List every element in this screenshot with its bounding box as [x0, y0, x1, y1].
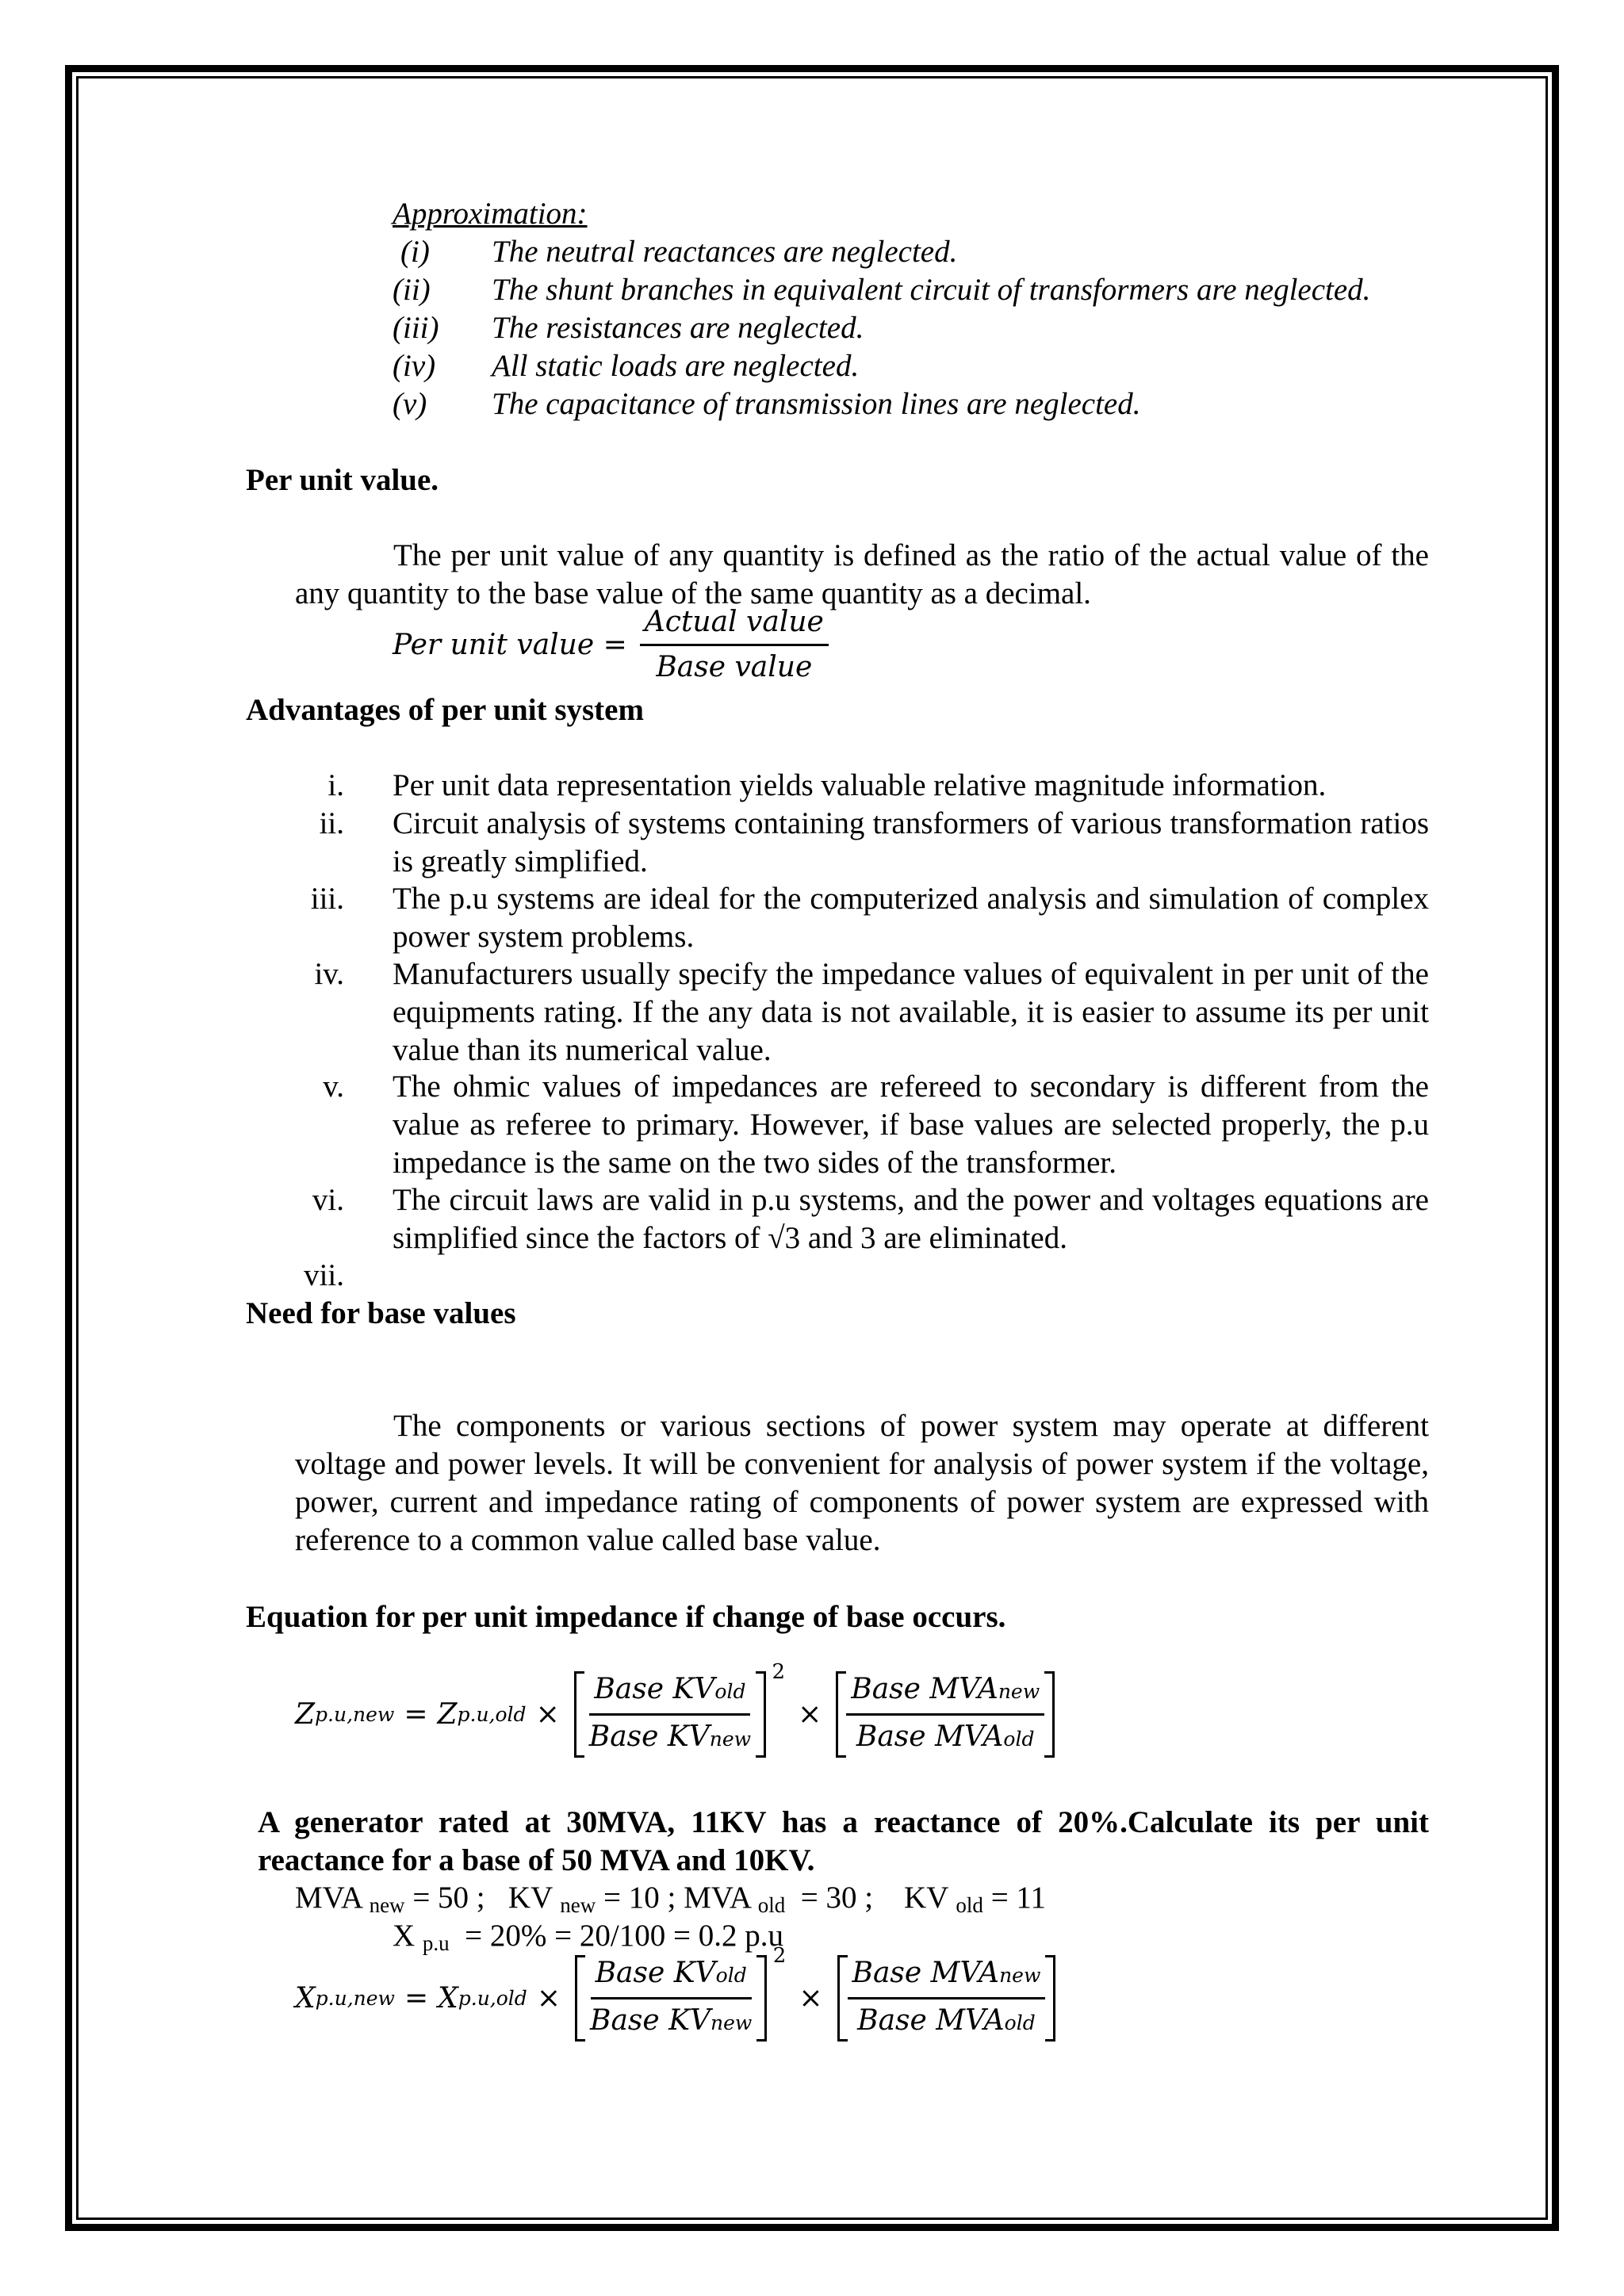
cob-rhs: Z: [437, 1698, 458, 1731]
ex-rhs-sub: p.u,old: [458, 1987, 527, 2010]
adv-text-6: The circuit laws are valid in p.u systems, and the power and voltages equations are simplified since the factors of √3 and 3 are eliminated.: [393, 1183, 1429, 1255]
adv-num-2: ii.: [319, 806, 344, 840]
per-unit-numerator: Actual value: [640, 604, 829, 646]
given-kv-old-value: = 11: [990, 1881, 1046, 1915]
given-mva-new-value: = 50 ;: [412, 1881, 485, 1915]
cob-times-2: ×: [798, 1698, 822, 1731]
ex-lhs: X: [295, 1982, 316, 2015]
xpu-label: X: [393, 1919, 416, 1953]
example-problem: A generator rated at 30MVA, 11KV has a reactance of 20%.Calculate its per unit reactance for a base of 50 MVA and 10KV.: [258, 1805, 1429, 1877]
ex-kv-den-sub: new: [710, 2011, 753, 2034]
cob-mva-bracket: [836, 1671, 1055, 1758]
adv-text-2: Circuit analysis of systems containing transformers of various transformation ratios is greatly simplified.: [393, 806, 1429, 878]
adv-text-3: The p.u systems are ideal for the computerized analysis and simulation of complex power system problems.: [393, 882, 1429, 954]
approx-num-5: (v): [393, 387, 427, 421]
ex-mva-den: Base MVA: [857, 2004, 1005, 2037]
example-xpu-line: [393, 1917, 783, 1955]
given-mva-old-sub: old: [757, 1893, 786, 1917]
adv-num-5: v.: [323, 1070, 344, 1104]
base-values-paragraph: The components or various sections of power system may operate at different voltage and power levels. It will be convenient for analysis of power system if the voltage, power, current and impedance rating of components of power system are expressed with reference to a common value called base value.: [295, 1409, 1429, 1557]
ex-mva-den-sub: old: [1004, 2011, 1036, 2034]
given-mva-new-sub: new: [369, 1893, 405, 1917]
approx-num-3: (iii): [393, 311, 439, 345]
ex-rhs: X: [438, 1982, 458, 2015]
adv-num-6: vi.: [312, 1183, 344, 1217]
advantages-heading: Advantages of per unit system: [246, 693, 644, 727]
cob-mva-den: Base MVA: [856, 1720, 1004, 1753]
ex-kv-exponent: 2: [772, 1944, 787, 1968]
given-kv-old-label: KV: [904, 1881, 948, 1915]
given-kv-new-value: = 10 ;: [603, 1881, 676, 1915]
ex-kv-num: Base KV: [595, 1957, 716, 1989]
approx-num-1: (i): [400, 235, 430, 269]
ex-lhs-sub: p.u,new: [315, 1987, 395, 2010]
cob-kv-den: Base KV: [588, 1720, 710, 1753]
change-of-base-heading: Equation for per unit impedance if change of base occurs.: [246, 1600, 1006, 1634]
approx-text-4: All static loads are neglected.: [492, 349, 860, 383]
per-unit-denominator: Base value: [656, 651, 813, 683]
approximation-heading: Approximation:: [393, 197, 588, 231]
adv-num-3: iii.: [310, 882, 344, 916]
cob-lhs: Z: [295, 1698, 316, 1731]
change-of-base-formula: [295, 1660, 1059, 1758]
cob-kv-exponent: 2: [772, 1660, 786, 1684]
given-kv-old-sub: old: [956, 1893, 983, 1917]
cob-rhs-sub: p.u,old: [457, 1703, 527, 1726]
cob-kv-bracket: [574, 1660, 786, 1758]
approx-num-2: (ii): [393, 273, 431, 307]
xpu-value: = 20% = 20/100 = 0.2 p.u: [465, 1919, 783, 1953]
adv-num-7: vii.: [304, 1258, 344, 1292]
given-mva-new-label: MVA: [295, 1881, 362, 1915]
given-mva-old-label: MVA: [684, 1881, 750, 1915]
ex-kv-bracket: [575, 1944, 787, 2042]
ex-mva-num-sub: new: [999, 1964, 1041, 1987]
cob-mva-num: Base MVA: [851, 1673, 998, 1705]
adv-num-1: i.: [327, 768, 344, 802]
cob-times-1: ×: [535, 1698, 560, 1731]
adv-text-5: The ohmic values of impedances are refereed to secondary is different from the value as referee to primary. However, if base values are selected properly, the p.u impedance is the same on the two sides of the transformer.: [393, 1070, 1429, 1180]
given-kv-new-sub: new: [560, 1893, 596, 1917]
cob-kv-num-sub: old: [714, 1680, 746, 1703]
ex-times-1: ×: [536, 1982, 561, 2015]
adv-text-1: Per unit data representation yields valuable relative magnitude information.: [393, 768, 1327, 802]
given-kv-new-label: KV: [508, 1881, 553, 1915]
ex-kv-den: Base KV: [589, 2004, 711, 2037]
ex-mva-bracket: [837, 1955, 1056, 2042]
approx-num-4: (iv): [393, 349, 436, 383]
cob-eq: =: [404, 1698, 428, 1731]
per-unit-formula-lhs: Per unit value =: [393, 629, 627, 661]
ex-mva-num: Base MVA: [852, 1957, 1000, 1989]
per-unit-formula: [393, 604, 833, 686]
ex-kv-num-sub: old: [715, 1964, 747, 1987]
per-unit-paragraph: The per unit value of any quantity is defined as the ratio of the actual value of the any quantity to the base value of the same quantity as a decimal.: [295, 538, 1429, 610]
approx-text-3: The resistances are neglected.: [492, 311, 864, 345]
base-values-heading: Need for base values: [246, 1296, 516, 1330]
approx-text-1: The neutral reactances are neglected.: [492, 235, 958, 269]
ex-times-2: ×: [799, 1982, 823, 2015]
approx-text-5: The capacitance of transmission lines are neglected.: [492, 387, 1141, 421]
per-unit-heading: Per unit value.: [246, 463, 439, 497]
example-formula: [295, 1944, 1060, 2042]
per-unit-fraction: [640, 604, 829, 686]
cob-mva-den-sub: old: [1003, 1728, 1035, 1751]
adv-num-4: iv.: [314, 957, 344, 991]
xpu-sub: p.u: [422, 1931, 450, 1955]
cob-kv-den-sub: new: [709, 1728, 752, 1751]
example-given-line: [295, 1879, 1046, 1917]
cob-mva-num-sub: new: [998, 1680, 1040, 1703]
ex-eq: =: [404, 1982, 429, 2015]
cob-lhs-sub: p.u,new: [315, 1703, 395, 1726]
adv-text-4: Manufacturers usually specify the impedance values of equivalent in per unit of the equipments rating. If the any data is not available, it is easier to assume its per unit value than its numerical value.: [393, 957, 1429, 1067]
cob-kv-num: Base KV: [594, 1673, 715, 1705]
approx-text-2: The shunt branches in equivalent circuit of transformers are neglected.: [492, 273, 1371, 307]
given-mva-old-value: = 30 ;: [800, 1881, 874, 1915]
